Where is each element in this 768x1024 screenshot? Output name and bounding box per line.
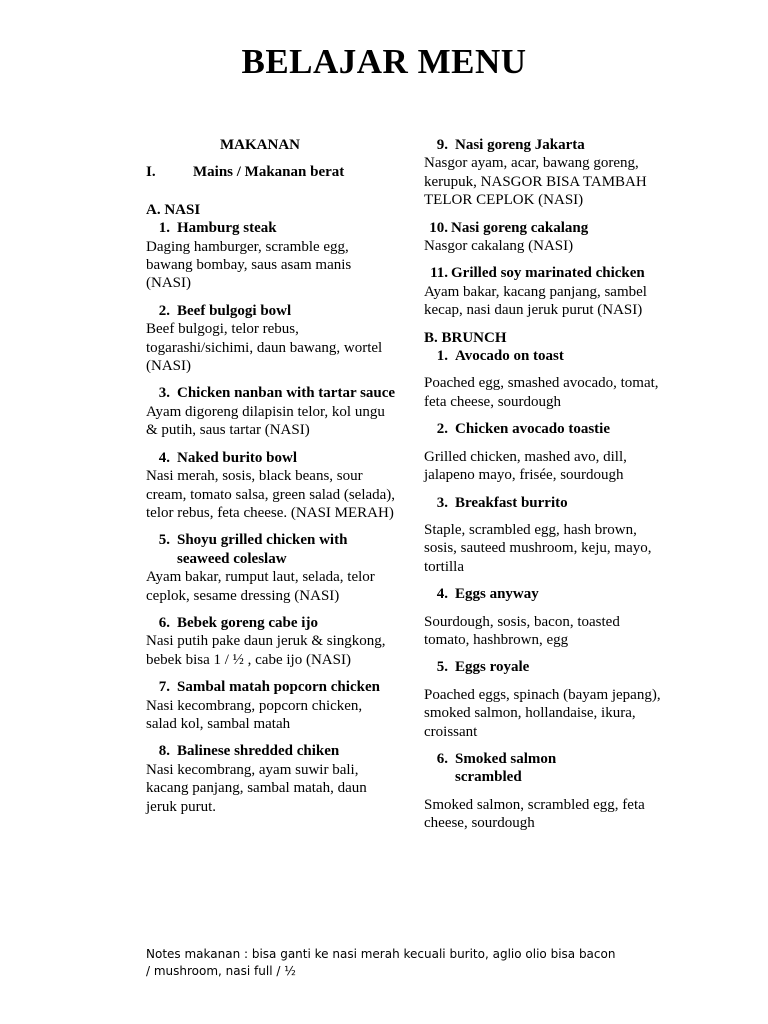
menu-item (146, 742, 396, 816)
item-number: 2. (158, 302, 170, 319)
item-description: Nasi kecombrang, popcorn chicken, salad kol, sambal matah (146, 697, 363, 732)
mains-heading (146, 163, 396, 181)
item-name: Nasi goreng Jakarta (455, 137, 585, 153)
item-name: Bebek goreng cabe ijo (177, 614, 318, 631)
item-number: 9. (436, 137, 448, 153)
left-column (146, 136, 396, 816)
menu-item (424, 264, 668, 319)
item-number: 11. (430, 265, 448, 282)
item-number: 6. (436, 750, 448, 767)
item-description: Poached egg, smashed avocado, tomat, feta cheese, sourdough (424, 375, 659, 410)
page-title: BELAJAR MENU (241, 42, 527, 81)
section-label-makanan: MAKANAN (220, 137, 300, 153)
item-name: Breakfast burrito (455, 494, 568, 511)
menu-item (146, 449, 396, 523)
item-name: Smoked salmon scrambled (455, 750, 557, 786)
menu-item (146, 219, 396, 293)
menu-item (424, 136, 668, 210)
menu-item (424, 658, 668, 741)
item-name: Chicken avocado toastie (455, 421, 610, 438)
item-description: Nasi putih pake daun jeruk & singkong, bebek bisa 1 / ½ , cabe ijo (NASI) (146, 633, 386, 668)
menu-item (424, 347, 668, 411)
item-number: 1. (158, 220, 170, 237)
item-name: Hamburg steak (177, 220, 277, 237)
item-description: Grilled chicken, mashed avo, dill, jalapeno mayo, frisée, sourdough (424, 448, 627, 484)
menu-item (424, 585, 668, 649)
item-description: Nasi merah, sosis, black beans, sour cream, tomato salsa, green salad (selada), telor rebus, feta cheese. (NASI MERAH) (146, 468, 396, 521)
item-number: 10. (429, 219, 448, 236)
item-number: 5. (158, 532, 170, 549)
menu-item (424, 219, 668, 256)
item-description: Beef bulgogi, telor rebus, togarashi/sichimi, daun bawang, wortel (NASI) (146, 321, 383, 375)
item-description: Daging hamburger, scramble egg, bawang bombay, saus asam manis (NASI) (146, 238, 352, 292)
item-number: 4. (436, 586, 448, 603)
item-name: Avocado on toast (455, 348, 564, 365)
menu-item (424, 420, 668, 484)
mains-title: Mains / Makanan berat (193, 164, 345, 181)
item-number: 7. (158, 679, 170, 696)
right-column (424, 136, 668, 833)
subsection-nasi: A. NASI (146, 201, 201, 218)
notes-text: Notes makanan : bisa ganti ke nasi merah kecuali burito, aglio olio bisa bacon / mushroom, nasi full / ½ (146, 947, 616, 978)
item-name: Nasi goreng cakalang (451, 219, 589, 236)
item-description: Nasgor ayam, acar, bawang goreng, kerupuk, NASGOR BISA TAMBAH TELOR CEPLOK (NASI) (424, 155, 647, 209)
subsection-brunch: B. BRUNCH (424, 329, 507, 346)
item-name: Naked burito bowl (177, 449, 298, 466)
menu-item (424, 750, 668, 833)
item-name: Sambal matah popcorn chicken (177, 679, 380, 696)
item-number: 2. (436, 421, 448, 438)
item-number: 3. (158, 385, 170, 402)
item-number: 1. (436, 348, 448, 365)
item-description: Ayam bakar, rumput laut, selada, telor ceplok, sesame dressing (NASI) (146, 569, 375, 604)
item-description: Poached eggs, spinach (bayam jepang), smoked salmon, hollandaise, ikura, croissant (424, 686, 661, 740)
item-number: 8. (158, 743, 170, 760)
item-description: Nasgor cakalang (NASI) (424, 238, 574, 255)
item-number: 3. (436, 494, 448, 511)
roman-numeral: I. (146, 164, 156, 181)
menu-item (146, 302, 396, 376)
item-description: Staple, scrambled egg, hash brown, sosis, sauteed mushroom, keju, mayo, tortilla (424, 521, 652, 575)
menu-item (146, 678, 396, 733)
item-number: 4. (158, 449, 170, 466)
item-name: Eggs royale (455, 659, 530, 676)
item-description: Ayam bakar, kacang panjang, sambel kecap, nasi daun jeruk purut (NASI) (424, 283, 647, 319)
menu-item (424, 494, 668, 577)
item-number: 6. (158, 614, 170, 631)
item-name: Eggs anyway (455, 586, 539, 603)
menu-item (146, 614, 396, 669)
item-name: Balinese shredded chiken (177, 743, 340, 760)
item-description: Ayam digoreng dilapisin telor, kol ungu & putih, saus tartar (NASI) (146, 403, 385, 439)
item-description: Sourdough, sosis, bacon, toasted tomato, hashbrown, egg (424, 613, 620, 648)
item-name: Shoyu grilled chicken with seaweed coleslaw (177, 532, 348, 567)
item-name: Grilled soy marinated chicken (451, 265, 645, 282)
item-number: 5. (436, 659, 448, 676)
item-description: Smoked salmon, scrambled egg, feta cheese, sourdough (424, 796, 645, 832)
item-name: Beef bulgogi bowl (177, 302, 292, 319)
menu-item (146, 531, 396, 605)
item-description: Nasi kecombrang, ayam suwir bali, kacang panjang, sambal matah, daun jeruk purut. (146, 761, 367, 815)
menu-item (146, 384, 396, 439)
item-name: Chicken nanban with tartar sauce (177, 385, 396, 402)
